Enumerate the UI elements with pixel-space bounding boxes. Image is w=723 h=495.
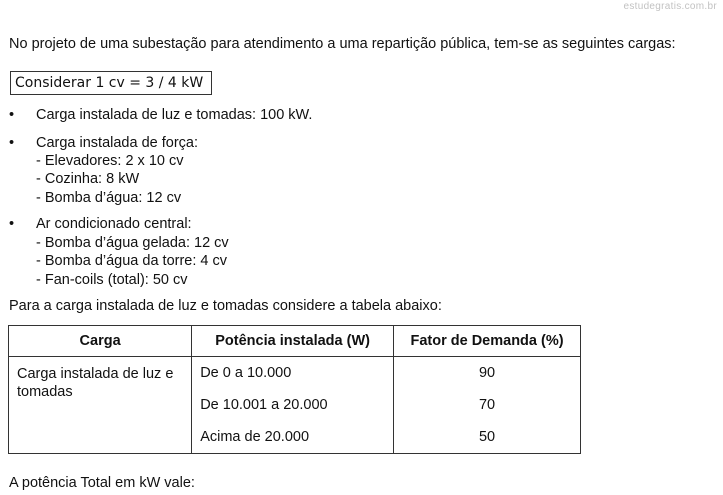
- table-header-row: [9, 326, 581, 357]
- load-hvac-item: - Bomba d’água gelada: 12 cv: [36, 235, 229, 251]
- conversion-note: Considerar 1 cv = 3 / 4 kW: [10, 71, 212, 95]
- bullet-marker: •: [9, 135, 15, 151]
- power-range: De 10.001 a 20.000: [200, 397, 328, 413]
- demand-factor-value: 70: [478, 397, 496, 413]
- installed-power-cell: [192, 357, 394, 454]
- load-power-title: Carga instalada de força:: [36, 135, 199, 151]
- load-lighting: Carga instalada de luz e tomadas: 100 kW.: [36, 107, 313, 123]
- load-hvac-item: - Fan-coils (total): 50 cv: [36, 272, 188, 288]
- bullet-marker: •: [9, 216, 15, 232]
- load-hvac-title: Ar condicionado central:: [36, 216, 192, 232]
- table-row: [9, 357, 581, 454]
- power-range: Acima de 20.000: [200, 429, 310, 445]
- header-installed-power: Potência instalada (W): [192, 326, 394, 357]
- bullet-marker: •: [9, 107, 15, 123]
- load-power-item: - Elevadores: 2 x 10 cv: [36, 153, 184, 169]
- demand-factor-cell: [394, 357, 581, 454]
- load-power-item: - Cozinha: 8 kW: [36, 171, 140, 187]
- question-text: A potência Total em kW vale:: [9, 475, 195, 491]
- load-power-item: - Bomba d’água: 12 cv: [36, 190, 182, 206]
- load-name-cell: Carga instalada de luz e tomadas: [9, 357, 192, 454]
- intro-text: No projeto de uma subestação para atendimento a uma repartição pública, tem-se as seguintes cargas:: [9, 36, 676, 52]
- demand-factor-value: 50: [478, 429, 496, 445]
- demand-factor-value: 90: [478, 365, 496, 381]
- demand-factor-table: [8, 325, 581, 454]
- header-demand-factor: Fator de Demanda (%): [394, 326, 581, 357]
- load-hvac-item: - Bomba d’água da torre: 4 cv: [36, 253, 228, 269]
- power-range: De 0 a 10.000: [200, 365, 292, 381]
- header-load: Carga: [9, 326, 192, 357]
- table-intro: Para a carga instalada de luz e tomadas considere a tabela abaixo:: [9, 298, 442, 314]
- watermark: estudegratis.com.br: [623, 1, 717, 12]
